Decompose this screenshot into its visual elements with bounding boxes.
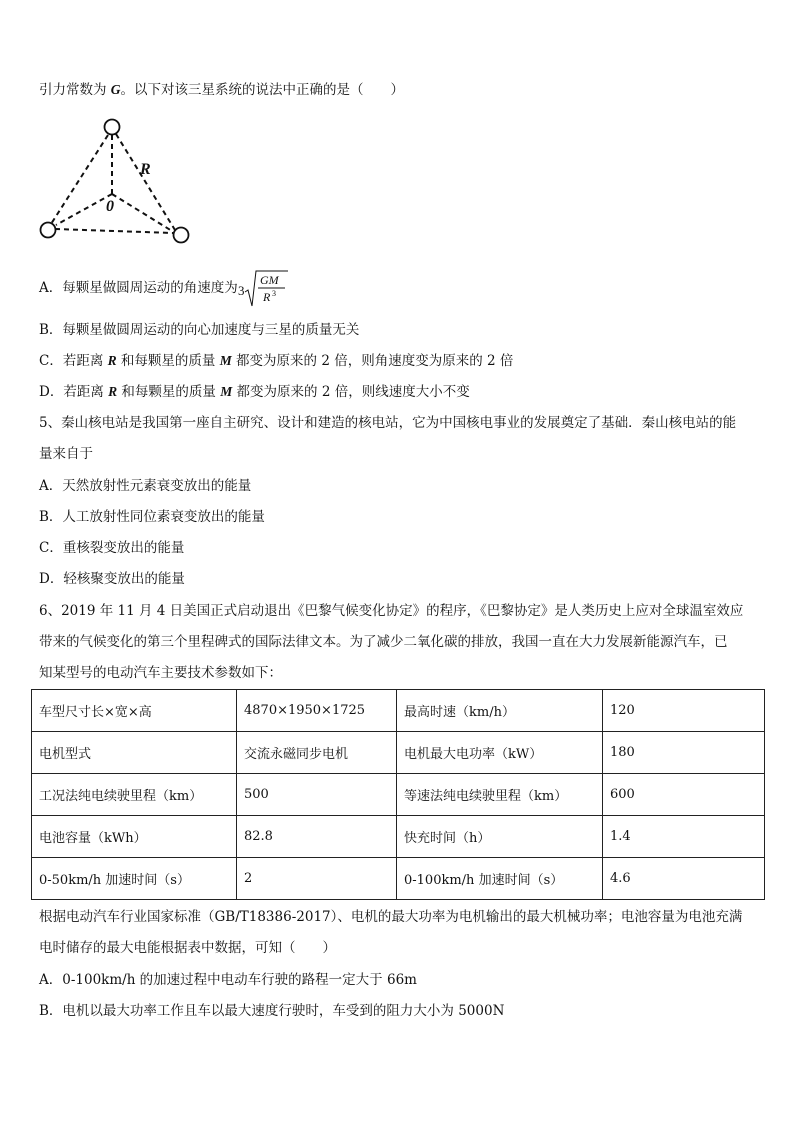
table-cell: 120 xyxy=(603,690,765,732)
star-bottom-left xyxy=(41,223,56,238)
q5-option-b: B．人工放射性同位素衰变放出的能量 xyxy=(39,509,265,525)
q6-option-a: A．0-100km/h 的加速过程中电动车行驶的路程一定大于 66m xyxy=(39,972,417,988)
svg-text:3: 3 xyxy=(272,289,277,298)
svg-text:3: 3 xyxy=(238,283,245,298)
table-cell: 快充时间（h） xyxy=(397,816,603,858)
radius-line-left xyxy=(56,194,112,225)
q4-stem: 引力常数为 G。以下对该三星系统的说法中正确的是（ ） xyxy=(39,82,405,98)
q6-after-line2: 电时储存的最大电能根据表中数据，可知（ ） xyxy=(39,940,336,956)
table-cell: 等速法纯电续驶里程（km） xyxy=(397,774,603,816)
table-cell: 82.8 xyxy=(237,816,397,858)
table-cell: 600 xyxy=(603,774,765,816)
q5-stem-line1: 5、秦山核电站是我国第一座自主研究、设计和建造的核电站，它为中国核电事业的发展奠定了基础．秦山核电站的能 xyxy=(39,415,737,431)
radius-label: R xyxy=(140,161,151,178)
star-top xyxy=(105,120,120,135)
svg-text:R: R xyxy=(263,290,271,304)
table-row xyxy=(32,732,765,774)
triangle-edge-bottom xyxy=(55,229,173,233)
table-cell: 电机最大电功率（kW） xyxy=(397,732,603,774)
q6-stem-line2: 带来的气候变化的第三个里程碑式的国际法律文本。为了减少二氧化碳的排放，我国一直在大力发展新能源汽车，已 xyxy=(39,634,728,650)
table-cell: 工况法纯电续驶里程（km） xyxy=(32,774,237,816)
svg-text:GM: GM xyxy=(260,273,279,287)
three-star-diagram xyxy=(36,112,196,247)
q4-option-c: C．若距离 R 和每颗星的质量 M 都变为原来的 2 倍，则角速度变为原来的 2 倍 xyxy=(39,353,514,369)
q5-option-d: D．轻核聚变放出的能量 xyxy=(39,571,185,587)
triangle-edge-left xyxy=(51,135,108,224)
q5-stem-line2: 量来自于 xyxy=(39,446,93,462)
table-cell: 500 xyxy=(237,774,397,816)
center-label: 0 xyxy=(106,198,114,215)
radius-line-right xyxy=(112,194,172,231)
table-cell: 4870×1950×1725 xyxy=(237,690,397,732)
table-cell: 电机型式 xyxy=(32,732,237,774)
table-row xyxy=(32,858,765,900)
q6-stem-line3: 知某型号的电动汽车主要技术参数如下： xyxy=(39,665,282,681)
table-row xyxy=(32,690,765,732)
q6-after-line1: 根据电动汽车行业国家标准（GB/T18386-2017）、电机的最大功率为电机输出的最大机械功率；电池容量为电池充满 xyxy=(39,909,743,925)
table-row xyxy=(32,816,765,858)
table-cell: 180 xyxy=(603,732,765,774)
table-cell: 2 xyxy=(237,858,397,900)
q4-option-d: D．若距离 R 和每颗星的质量 M 都变为原来的 2 倍，则线速度大小不变 xyxy=(39,384,470,400)
table-cell: 最高时速（km/h） xyxy=(397,690,603,732)
angular-velocity-formula xyxy=(238,268,288,308)
table-cell: 交流永磁同步电机 xyxy=(237,732,397,774)
table-cell: 1.4 xyxy=(603,816,765,858)
table-row xyxy=(32,774,765,816)
q4-option-b: B．每颗星做圆周运动的向心加速度与三星的质量无关 xyxy=(39,322,360,338)
table-cell: 车型尺寸长×宽×高 xyxy=(32,690,237,732)
q4-option-a: A．每颗星做圆周运动的角速度为 3 GM R 3 xyxy=(39,268,288,308)
q6-stem-line1: 6、2019 年 11 月 4 日美国正式启动退出《巴黎气候变化协定》的程序，《巴黎协定》是人类历史上应对全球温室效应 xyxy=(39,603,744,619)
q5-option-a: A．天然放射性元素衰变放出的能量 xyxy=(39,478,252,494)
ev-spec-table xyxy=(31,689,765,900)
q6-option-b: B．电机以最大功率工作且车以最大速度行驶时，车受到的阻力大小为 5000N xyxy=(39,1003,505,1019)
table-cell: 电池容量（kWh） xyxy=(32,816,237,858)
q5-option-c: C．重核裂变放出的能量 xyxy=(39,540,185,556)
table-cell: 0-50km/h 加速时间（s） xyxy=(32,858,237,900)
table-cell: 0-100km/h 加速时间（s） xyxy=(397,858,603,900)
star-bottom-right xyxy=(174,228,189,243)
table-cell: 4.6 xyxy=(603,858,765,900)
